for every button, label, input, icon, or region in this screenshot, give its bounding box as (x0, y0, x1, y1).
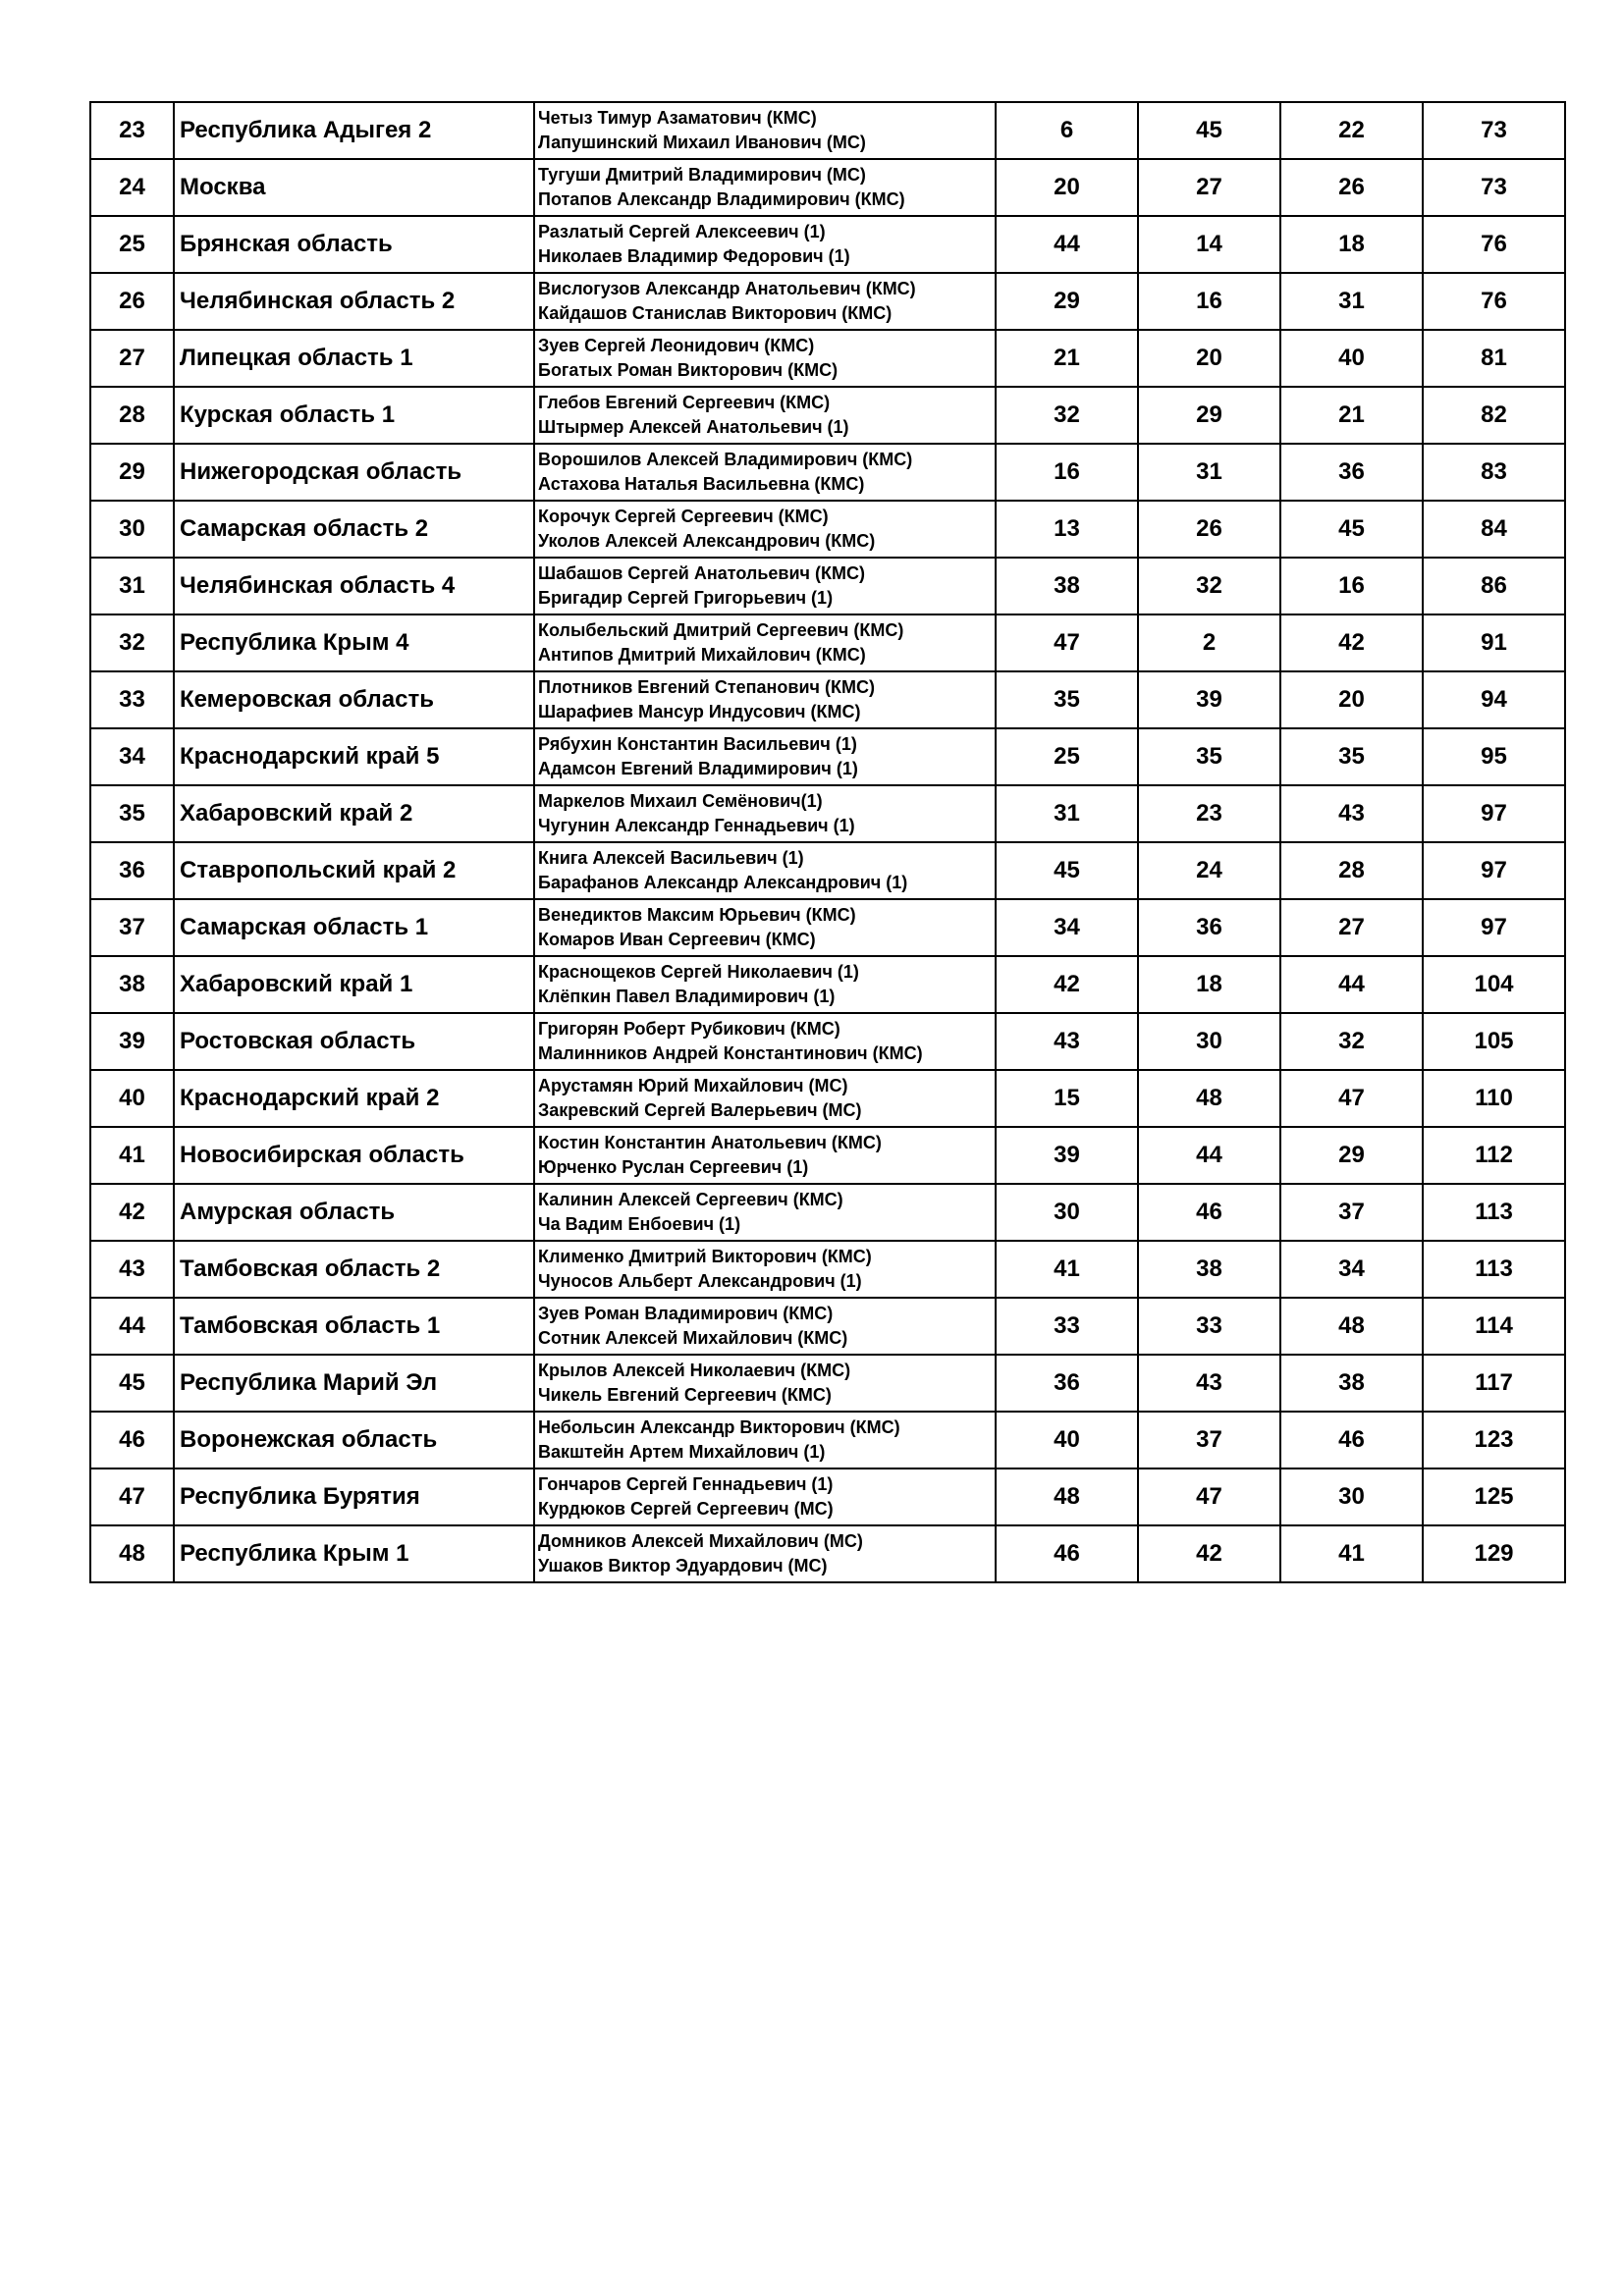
total-score-cell: 86 (1423, 558, 1565, 614)
score-cell-1: 46 (996, 1525, 1138, 1582)
place-cell: 29 (90, 444, 174, 501)
member-name: Лапушинский Михаил Иванович (МС) (538, 133, 866, 152)
place-cell: 25 (90, 216, 174, 273)
table-row (90, 842, 1565, 899)
team-members-cell (534, 1525, 996, 1582)
table-row (90, 614, 1565, 671)
member-name: Костин Константин Анатольевич (КМС) (538, 1133, 882, 1152)
team-members-cell (534, 216, 996, 273)
team-members-cell (534, 1468, 996, 1525)
member-name: Чикель Евгений Сергеевич (КМС) (538, 1385, 832, 1405)
team-members-cell (534, 1070, 996, 1127)
score-cell-1: 6 (996, 102, 1138, 159)
member-name: Клименко Дмитрий Викторович (КМС) (538, 1247, 872, 1266)
team-name-cell: Республика Бурятия (174, 1468, 534, 1525)
total-score-cell: 76 (1423, 273, 1565, 330)
member-name: Корочук Сергей Сергеевич (КМС) (538, 507, 829, 526)
total-score-cell: 81 (1423, 330, 1565, 387)
team-name-cell: Тамбовская область 2 (174, 1241, 534, 1298)
team-members-cell (534, 728, 996, 785)
table-row (90, 785, 1565, 842)
member-name: Курдюков Сергей Сергеевич (МС) (538, 1499, 834, 1519)
score-cell-1: 35 (996, 671, 1138, 728)
score-cell-2: 27 (1138, 159, 1280, 216)
team-members-cell (534, 558, 996, 614)
score-cell-3: 38 (1280, 1355, 1423, 1412)
member-name: Шарафиев Мансур Индусович (КМС) (538, 702, 861, 721)
member-name: Антипов Дмитрий Михайлович (КМС) (538, 645, 866, 665)
member-name: Чуносов Альберт Александрович (1) (538, 1271, 862, 1291)
member-name: Николаев Владимир Федорович (1) (538, 246, 850, 266)
score-cell-3: 48 (1280, 1298, 1423, 1355)
team-members-cell (534, 785, 996, 842)
score-cell-2: 16 (1138, 273, 1280, 330)
place-cell: 37 (90, 899, 174, 956)
score-cell-2: 38 (1138, 1241, 1280, 1298)
team-name-cell: Амурская область (174, 1184, 534, 1241)
results-table-body (90, 102, 1565, 1582)
score-cell-2: 23 (1138, 785, 1280, 842)
team-members-cell (534, 899, 996, 956)
score-cell-1: 21 (996, 330, 1138, 387)
member-name: Юрченко Руслан Сергеевич (1) (538, 1157, 809, 1177)
place-cell: 23 (90, 102, 174, 159)
table-row (90, 1468, 1565, 1525)
team-members-cell (534, 671, 996, 728)
score-cell-1: 43 (996, 1013, 1138, 1070)
table-row (90, 1298, 1565, 1355)
member-name: Закревский Сергей Валерьевич (МС) (538, 1100, 862, 1120)
place-cell: 33 (90, 671, 174, 728)
score-cell-2: 45 (1138, 102, 1280, 159)
table-row (90, 216, 1565, 273)
score-cell-3: 30 (1280, 1468, 1423, 1525)
table-row (90, 1412, 1565, 1468)
member-name: Вакштейн Артем Михайлович (1) (538, 1442, 826, 1462)
score-cell-3: 18 (1280, 216, 1423, 273)
member-name: Клёпкин Павел Владимирович (1) (538, 987, 836, 1006)
total-score-cell: 95 (1423, 728, 1565, 785)
place-cell: 27 (90, 330, 174, 387)
total-score-cell: 97 (1423, 785, 1565, 842)
total-score-cell: 73 (1423, 102, 1565, 159)
place-cell: 28 (90, 387, 174, 444)
score-cell-2: 33 (1138, 1298, 1280, 1355)
total-score-cell: 73 (1423, 159, 1565, 216)
table-row (90, 1241, 1565, 1298)
team-members-cell (534, 330, 996, 387)
score-cell-1: 13 (996, 501, 1138, 558)
team-name-cell: Нижегородская область (174, 444, 534, 501)
score-cell-2: 42 (1138, 1525, 1280, 1582)
score-cell-3: 28 (1280, 842, 1423, 899)
score-cell-3: 37 (1280, 1184, 1423, 1241)
score-cell-2: 18 (1138, 956, 1280, 1013)
score-cell-3: 29 (1280, 1127, 1423, 1184)
score-cell-3: 26 (1280, 159, 1423, 216)
table-row (90, 1127, 1565, 1184)
score-cell-1: 33 (996, 1298, 1138, 1355)
member-name: Зуев Сергей Леонидович (КМС) (538, 336, 815, 355)
score-cell-1: 38 (996, 558, 1138, 614)
total-score-cell: 83 (1423, 444, 1565, 501)
table-row (90, 558, 1565, 614)
score-cell-3: 45 (1280, 501, 1423, 558)
total-score-cell: 105 (1423, 1013, 1565, 1070)
total-score-cell: 97 (1423, 842, 1565, 899)
member-name: Сотник Алексей Михайлович (КМС) (538, 1328, 848, 1348)
member-name: Шабашов Сергей Анатольевич (КМС) (538, 563, 865, 583)
score-cell-2: 30 (1138, 1013, 1280, 1070)
score-cell-2: 47 (1138, 1468, 1280, 1525)
member-name: Домников Алексей Михайлович (МС) (538, 1531, 863, 1551)
score-cell-2: 31 (1138, 444, 1280, 501)
table-row (90, 1013, 1565, 1070)
place-cell: 44 (90, 1298, 174, 1355)
score-cell-3: 31 (1280, 273, 1423, 330)
score-cell-1: 40 (996, 1412, 1138, 1468)
score-cell-3: 46 (1280, 1412, 1423, 1468)
score-cell-1: 25 (996, 728, 1138, 785)
place-cell: 48 (90, 1525, 174, 1582)
place-cell: 34 (90, 728, 174, 785)
member-name: Вислогузов Александр Анатольевич (КМС) (538, 279, 916, 298)
table-row (90, 159, 1565, 216)
total-score-cell: 125 (1423, 1468, 1565, 1525)
member-name: Тугуши Дмитрий Владимирович (МС) (538, 165, 866, 185)
member-name: Колыбельский Дмитрий Сергеевич (КМС) (538, 620, 904, 640)
score-cell-1: 29 (996, 273, 1138, 330)
table-row (90, 956, 1565, 1013)
score-cell-2: 36 (1138, 899, 1280, 956)
member-name: Краснощеков Сергей Николаевич (1) (538, 962, 859, 982)
team-members-cell (534, 159, 996, 216)
team-name-cell: Челябинская область 4 (174, 558, 534, 614)
score-cell-2: 29 (1138, 387, 1280, 444)
table-row (90, 899, 1565, 956)
score-cell-2: 26 (1138, 501, 1280, 558)
score-cell-3: 40 (1280, 330, 1423, 387)
team-name-cell: Ростовская область (174, 1013, 534, 1070)
team-name-cell: Липецкая область 1 (174, 330, 534, 387)
member-name: Уколов Алексей Александрович (КМС) (538, 531, 876, 551)
member-name: Четыз Тимур Азаматович (КМС) (538, 108, 817, 128)
total-score-cell: 110 (1423, 1070, 1565, 1127)
member-name: Адамсон Евгений Владимирович (1) (538, 759, 858, 778)
team-members-cell (534, 387, 996, 444)
member-name: Потапов Александр Владимирович (КМС) (538, 189, 905, 209)
score-cell-2: 20 (1138, 330, 1280, 387)
team-members-cell (534, 501, 996, 558)
member-name: Разлатый Сергей Алексеевич (1) (538, 222, 826, 241)
member-name: Комаров Иван Сергеевич (КМС) (538, 930, 816, 949)
score-cell-1: 42 (996, 956, 1138, 1013)
score-cell-3: 44 (1280, 956, 1423, 1013)
score-cell-3: 27 (1280, 899, 1423, 956)
score-cell-1: 30 (996, 1184, 1138, 1241)
member-name: Плотников Евгений Степанович (КМС) (538, 677, 875, 697)
member-name: Калинин Алексей Сергеевич (КМС) (538, 1190, 843, 1209)
total-score-cell: 91 (1423, 614, 1565, 671)
place-cell: 47 (90, 1468, 174, 1525)
score-cell-3: 35 (1280, 728, 1423, 785)
score-cell-3: 16 (1280, 558, 1423, 614)
team-name-cell: Новосибирская область (174, 1127, 534, 1184)
team-members-cell (534, 956, 996, 1013)
member-name: Григорян Роберт Рубикович (КМС) (538, 1019, 840, 1039)
team-name-cell: Курская область 1 (174, 387, 534, 444)
team-members-cell (534, 1127, 996, 1184)
score-cell-2: 35 (1138, 728, 1280, 785)
score-cell-1: 41 (996, 1241, 1138, 1298)
score-cell-1: 44 (996, 216, 1138, 273)
score-cell-2: 14 (1138, 216, 1280, 273)
score-cell-1: 39 (996, 1127, 1138, 1184)
table-row (90, 728, 1565, 785)
member-name: Богатых Роман Викторович (КМС) (538, 360, 839, 380)
team-members-cell (534, 1184, 996, 1241)
table-row (90, 1525, 1565, 1582)
team-name-cell: Республика Адыгея 2 (174, 102, 534, 159)
team-members-cell (534, 444, 996, 501)
score-cell-1: 34 (996, 899, 1138, 956)
place-cell: 30 (90, 501, 174, 558)
member-name: Ушаков Виктор Эдуардович (МС) (538, 1556, 828, 1575)
member-name: Барафанов Александр Александрович (1) (538, 873, 908, 892)
member-name: Бригадир Сергей Григорьевич (1) (538, 588, 834, 608)
score-cell-2: 24 (1138, 842, 1280, 899)
score-cell-2: 43 (1138, 1355, 1280, 1412)
place-cell: 39 (90, 1013, 174, 1070)
team-name-cell: Москва (174, 159, 534, 216)
team-members-cell (534, 273, 996, 330)
member-name: Малинников Андрей Константинович (КМС) (538, 1043, 923, 1063)
table-row (90, 387, 1565, 444)
member-name: Зуев Роман Владимирович (КМС) (538, 1304, 834, 1323)
place-cell: 35 (90, 785, 174, 842)
table-row (90, 1355, 1565, 1412)
team-name-cell: Брянская область (174, 216, 534, 273)
team-name-cell: Хабаровский край 1 (174, 956, 534, 1013)
member-name: Венедиктов Максим Юрьевич (КМС) (538, 905, 856, 925)
score-cell-3: 47 (1280, 1070, 1423, 1127)
place-cell: 46 (90, 1412, 174, 1468)
member-name: Штырмер Алексей Анатольевич (1) (538, 417, 849, 437)
place-cell: 38 (90, 956, 174, 1013)
place-cell: 36 (90, 842, 174, 899)
member-name: Кайдашов Станислав Викторович (КМС) (538, 303, 893, 323)
team-name-cell: Челябинская область 2 (174, 273, 534, 330)
total-score-cell: 112 (1423, 1127, 1565, 1184)
score-cell-3: 43 (1280, 785, 1423, 842)
score-cell-2: 39 (1138, 671, 1280, 728)
score-cell-1: 36 (996, 1355, 1138, 1412)
score-cell-1: 16 (996, 444, 1138, 501)
score-cell-3: 41 (1280, 1525, 1423, 1582)
team-members-cell (534, 1298, 996, 1355)
team-name-cell: Кемеровская область (174, 671, 534, 728)
total-score-cell: 117 (1423, 1355, 1565, 1412)
team-name-cell: Хабаровский край 2 (174, 785, 534, 842)
score-cell-3: 42 (1280, 614, 1423, 671)
team-name-cell: Республика Марий Эл (174, 1355, 534, 1412)
table-row (90, 444, 1565, 501)
table-row (90, 102, 1565, 159)
table-row (90, 1184, 1565, 1241)
score-cell-3: 20 (1280, 671, 1423, 728)
score-cell-2: 37 (1138, 1412, 1280, 1468)
total-score-cell: 129 (1423, 1525, 1565, 1582)
team-name-cell: Ставропольский край 2 (174, 842, 534, 899)
place-cell: 45 (90, 1355, 174, 1412)
place-cell: 31 (90, 558, 174, 614)
score-cell-3: 21 (1280, 387, 1423, 444)
member-name: Рябухин Константин Васильевич (1) (538, 734, 857, 754)
score-cell-3: 34 (1280, 1241, 1423, 1298)
place-cell: 41 (90, 1127, 174, 1184)
score-cell-2: 32 (1138, 558, 1280, 614)
score-cell-2: 44 (1138, 1127, 1280, 1184)
total-score-cell: 113 (1423, 1241, 1565, 1298)
score-cell-2: 46 (1138, 1184, 1280, 1241)
place-cell: 26 (90, 273, 174, 330)
table-row (90, 273, 1565, 330)
member-name: Ворошилов Алексей Владимирович (КМС) (538, 450, 913, 469)
place-cell: 32 (90, 614, 174, 671)
team-name-cell: Тамбовская область 1 (174, 1298, 534, 1355)
team-members-cell (534, 842, 996, 899)
team-name-cell: Воронежская область (174, 1412, 534, 1468)
score-cell-3: 36 (1280, 444, 1423, 501)
table-row (90, 671, 1565, 728)
team-members-cell (534, 614, 996, 671)
total-score-cell: 104 (1423, 956, 1565, 1013)
team-name-cell: Краснодарский край 5 (174, 728, 534, 785)
total-score-cell: 113 (1423, 1184, 1565, 1241)
score-cell-3: 32 (1280, 1013, 1423, 1070)
team-name-cell: Краснодарский край 2 (174, 1070, 534, 1127)
table-row (90, 501, 1565, 558)
total-score-cell: 94 (1423, 671, 1565, 728)
table-row (90, 330, 1565, 387)
score-cell-1: 31 (996, 785, 1138, 842)
score-cell-1: 47 (996, 614, 1138, 671)
place-cell: 40 (90, 1070, 174, 1127)
team-members-cell (534, 1241, 996, 1298)
score-cell-2: 48 (1138, 1070, 1280, 1127)
team-members-cell (534, 1412, 996, 1468)
total-score-cell: 123 (1423, 1412, 1565, 1468)
team-name-cell: Республика Крым 1 (174, 1525, 534, 1582)
member-name: Астахова Наталья Васильевна (КМС) (538, 474, 865, 494)
member-name: Арустамян Юрий Михайлович (МС) (538, 1076, 848, 1095)
score-cell-1: 32 (996, 387, 1138, 444)
results-table (89, 101, 1566, 1583)
table-row (90, 1070, 1565, 1127)
member-name: Гончаров Сергей Геннадьевич (1) (538, 1474, 834, 1494)
member-name: Книга Алексей Васильевич (1) (538, 848, 804, 868)
member-name: Чугунин Александр Геннадьевич (1) (538, 816, 855, 835)
score-cell-2: 2 (1138, 614, 1280, 671)
score-cell-1: 48 (996, 1468, 1138, 1525)
member-name: Небольсин Александр Викторович (КМС) (538, 1417, 900, 1437)
member-name: Глебов Евгений Сергеевич (КМС) (538, 393, 831, 412)
place-cell: 24 (90, 159, 174, 216)
team-name-cell: Самарская область 1 (174, 899, 534, 956)
score-cell-1: 45 (996, 842, 1138, 899)
score-cell-3: 22 (1280, 102, 1423, 159)
score-cell-1: 15 (996, 1070, 1138, 1127)
team-members-cell (534, 1355, 996, 1412)
total-score-cell: 114 (1423, 1298, 1565, 1355)
team-members-cell (534, 1013, 996, 1070)
place-cell: 42 (90, 1184, 174, 1241)
member-name: Крылов Алексей Николаевич (КМС) (538, 1361, 851, 1380)
score-cell-1: 20 (996, 159, 1138, 216)
team-name-cell: Республика Крым 4 (174, 614, 534, 671)
total-score-cell: 84 (1423, 501, 1565, 558)
member-name: Маркелов Михаил Семёнович(1) (538, 791, 823, 811)
member-name: Ча Вадим Енбоевич (1) (538, 1214, 741, 1234)
team-members-cell (534, 102, 996, 159)
total-score-cell: 76 (1423, 216, 1565, 273)
team-name-cell: Самарская область 2 (174, 501, 534, 558)
place-cell: 43 (90, 1241, 174, 1298)
total-score-cell: 82 (1423, 387, 1565, 444)
total-score-cell: 97 (1423, 899, 1565, 956)
